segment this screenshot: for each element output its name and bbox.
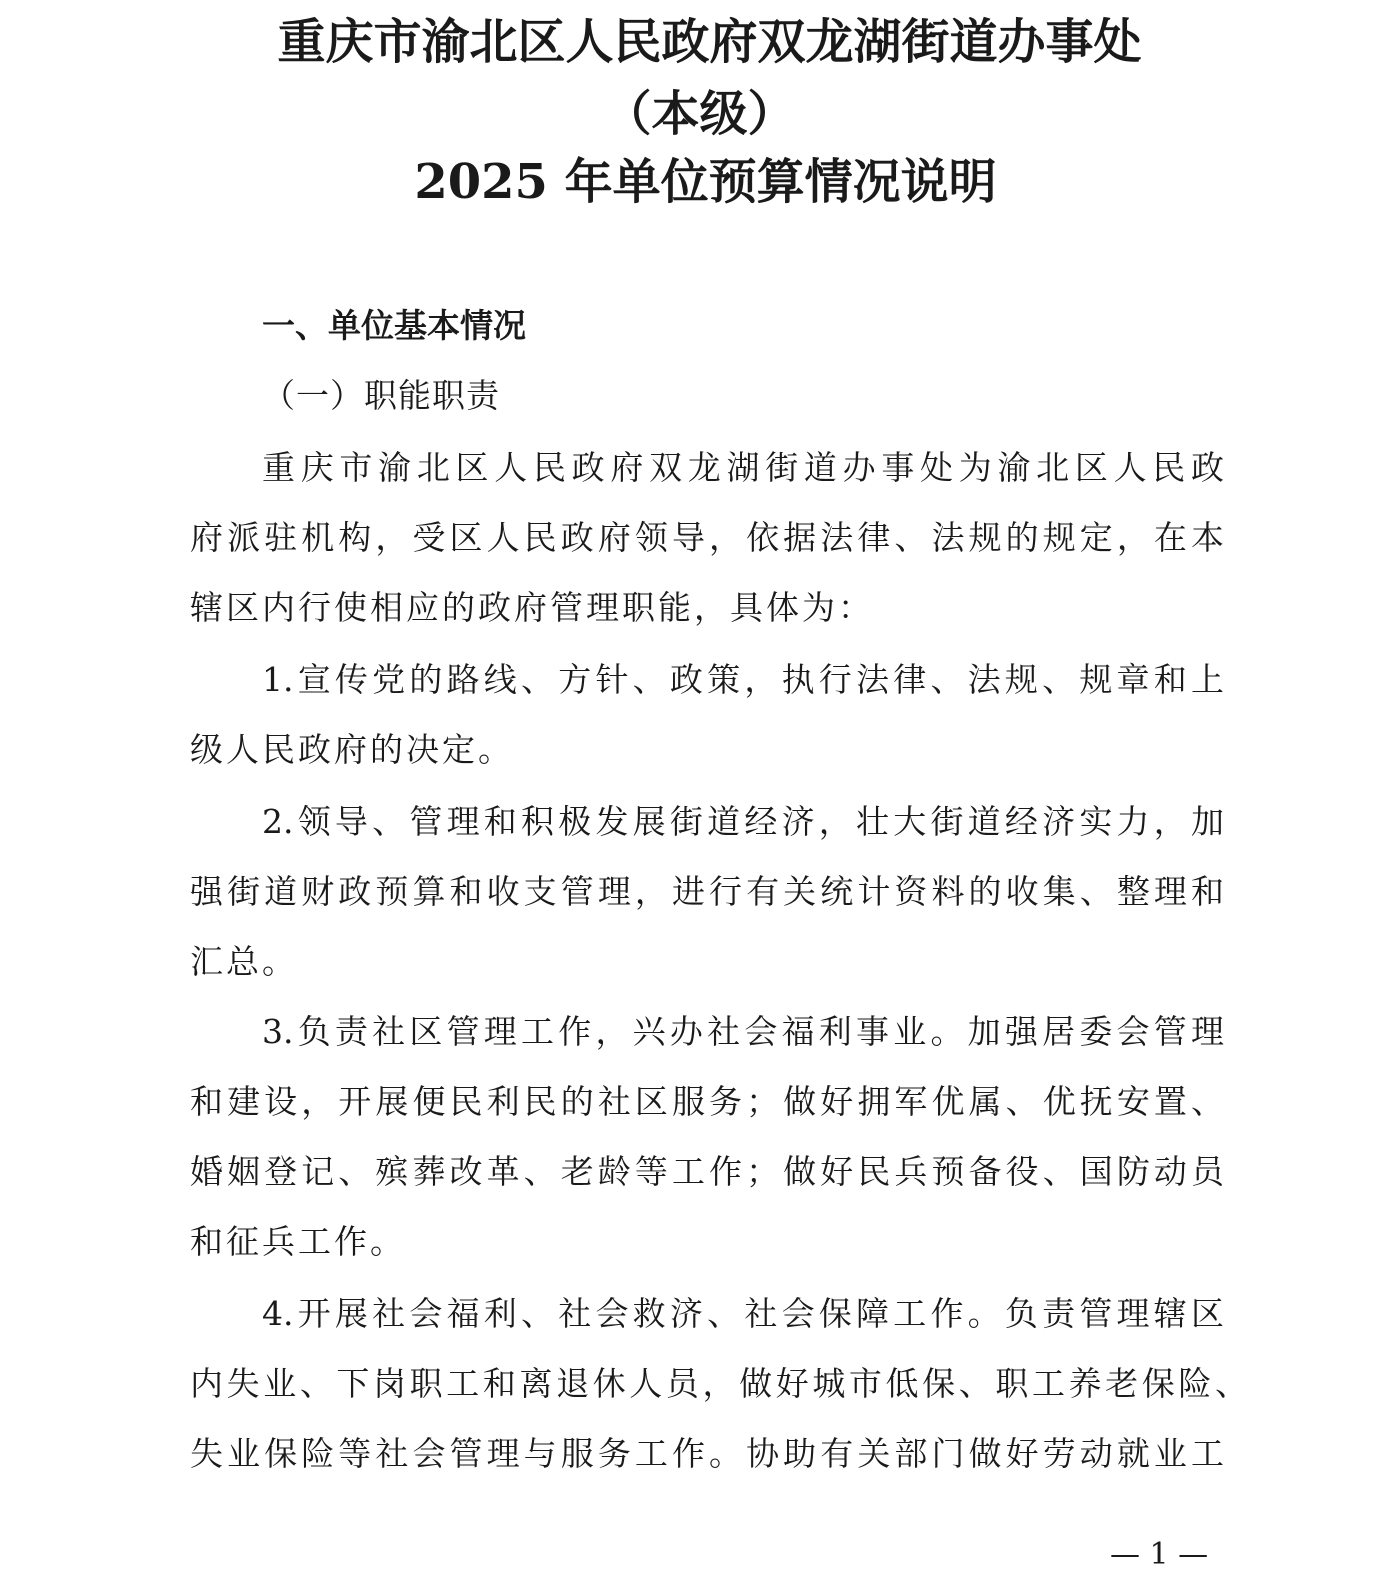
- document-title-line-2: （本级）: [603, 86, 796, 142]
- paragraph-line: 2.领导、管理和积极发展街道经济，壮大街道经济实力，加: [262, 802, 1224, 841]
- paragraph-line: 和征兵工作。: [190, 1222, 406, 1261]
- subsection-heading: （一）职能职责: [262, 376, 500, 415]
- paragraph-line: 失业保险等社会管理与服务工作。协助有关部门做好劳动就业工: [190, 1434, 1224, 1473]
- document-title-line-3: 2025 年单位预算情况说明: [414, 154, 997, 210]
- paragraph-line: 级人民政府的决定。: [190, 730, 514, 769]
- section-heading: 一、单位基本情况: [262, 306, 526, 345]
- paragraph-line: 1.宣传党的路线、方针、政策，执行法律、法规、规章和上: [262, 660, 1224, 699]
- page-number: — 1 —: [1110, 1537, 1209, 1572]
- paragraph-line: 内失业、下岗职工和离退休人员，做好城市低保、职工养老保险、: [190, 1364, 1248, 1403]
- paragraph-line: 强街道财政预算和收支管理，进行有关统计资料的收集、整理和: [190, 872, 1224, 911]
- paragraph-line: 婚姻登记、殡葬改革、老龄等工作；做好民兵预备役、国防动员: [190, 1152, 1224, 1191]
- paragraph-line: 重庆市渝北区人民政府双龙湖街道办事处为渝北区人民政: [262, 448, 1224, 487]
- paragraph-line: 府派驻机构，受区人民政府领导，依据法律、法规的规定，在本: [190, 518, 1224, 557]
- paragraph-line: 辖区内行使相应的政府管理职能，具体为：: [190, 588, 874, 627]
- paragraph-line: 3.负责社区管理工作，兴办社会福利事业。加强居委会管理: [262, 1012, 1224, 1051]
- paragraph-line: 和建设，开展便民利民的社区服务；做好拥军优属、优抚安置、: [190, 1082, 1224, 1121]
- paragraph-line: 4.开展社会福利、社会救济、社会保障工作。负责管理辖区: [262, 1294, 1224, 1333]
- document-title-line-1: 重庆市渝北区人民政府双龙湖街道办事处: [277, 14, 1142, 70]
- paragraph-line: 汇总。: [190, 942, 298, 981]
